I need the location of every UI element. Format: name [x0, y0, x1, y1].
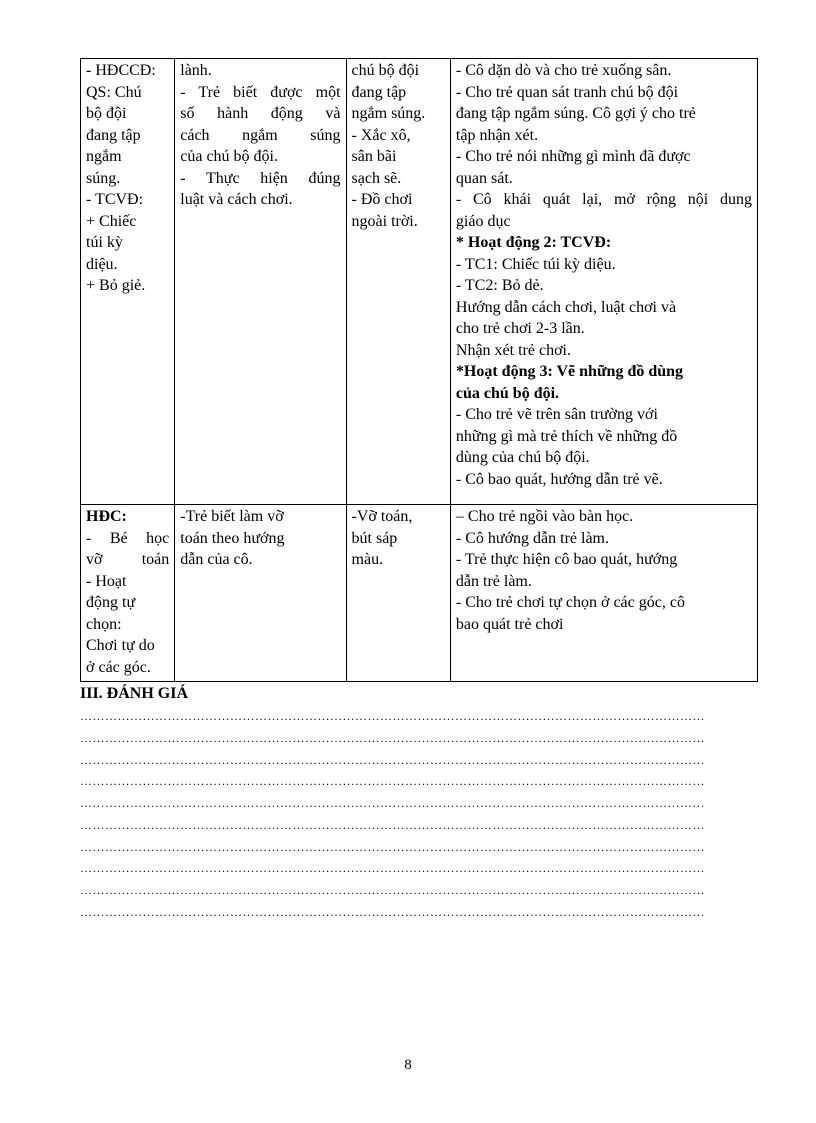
cell-line: cho trẻ chơi 2-3 lần.: [455, 320, 585, 337]
procedure-cell: [450, 59, 757, 505]
activity-cell: [81, 505, 175, 682]
page-number: 8: [404, 1057, 412, 1073]
cell-line: diệu.: [86, 255, 118, 273]
cell-line: QS: Chú: [86, 83, 142, 101]
cell-line: túi kỳ: [86, 234, 123, 251]
cell-line: luật và cách chơi.: [180, 191, 293, 208]
cell-line: - Cô dặn dò và cho trẻ xuống sân.: [455, 62, 672, 79]
cell-line: - Cô bao quát, hướng dẫn trẻ vẽ.: [455, 470, 663, 488]
cell-line: -Trẻ biết làm vỡ: [180, 508, 284, 525]
cell-line: bao quát trẻ chơi: [455, 615, 564, 633]
dotted-line: ……………………………………………………………………………………………………………………………………: [80, 840, 705, 854]
dotted-line: ……………………………………………………………………………………………………………………………………: [80, 709, 705, 723]
cell-line: dẫn của cô.: [180, 551, 253, 568]
cell-line: - Thực hiện đúng: [180, 169, 341, 187]
cell-line: màu.: [351, 551, 384, 568]
cell-line: - TC2: Bỏ dẻ.: [455, 277, 544, 294]
cell-line: Hướng dẫn cách chơi, luật chơi và: [455, 298, 677, 316]
cell-line: sân bãi: [351, 148, 397, 165]
cell-line: sạch sẽ.: [351, 169, 402, 187]
cell-line: - TC1: Chiếc túi kỳ diệu.: [455, 255, 616, 273]
cell-line: - Bé học: [86, 529, 170, 547]
cell-line: - Cho trẻ quan sát tranh chú bộ đội: [455, 83, 679, 101]
cell-line: động tự: [86, 594, 136, 611]
procedure-cell: [450, 505, 757, 682]
cell-line: số hành động và: [180, 105, 341, 122]
cell-line: vỡ toán: [86, 551, 170, 568]
dotted-line: ……………………………………………………………………………………………………………………………………: [80, 753, 705, 767]
cell-line: quan sát.: [455, 169, 513, 187]
cell-line: đang tập ngắm súng. Cô gợi ý cho trẻ: [455, 105, 696, 122]
cell-line: - Trẻ thực hiện cô bao quát, hướng: [455, 551, 678, 568]
cell-line: đang tập: [86, 126, 141, 144]
preparation-cell: [346, 59, 450, 505]
cell-line: bộ đội: [86, 105, 127, 122]
cell-line: - Đồ chơi: [351, 191, 413, 208]
cell-line: đang tập: [351, 83, 407, 101]
cell-line: ngắm súng.: [351, 105, 426, 122]
objective-cell: [175, 59, 346, 505]
cell-line: - Cô hướng dẫn trẻ làm.: [455, 529, 609, 547]
cell-line: - Cho trẻ vẽ trên sân trường với: [455, 406, 658, 423]
table-row: [81, 59, 758, 505]
cell-line: của chú bộ đội.: [180, 148, 278, 165]
cell-line: – Cho trẻ ngồi vào bàn học.: [455, 508, 634, 525]
dotted-line: ……………………………………………………………………………………………………………………………………: [80, 905, 705, 919]
table-row: [81, 505, 758, 682]
cell-line: Chơi tự do: [86, 637, 155, 654]
cell-line: Nhận xét trẻ chơi.: [455, 341, 571, 359]
cell-line: + Chiếc: [86, 212, 137, 230]
activity-heading: của chú bộ đội.: [455, 384, 560, 402]
preparation-cell: [346, 505, 450, 682]
cell-line: - Cô khái quát lại, mở rộng nội dung: [455, 191, 752, 208]
cell-line: - Xắc xô,: [351, 126, 411, 144]
dotted-line: ……………………………………………………………………………………………………………………………………: [80, 731, 705, 745]
cell-line: - Trẻ biết được một: [180, 83, 341, 101]
section-title: III. ĐÁNH GIÁ: [80, 685, 189, 702]
cell-line: cách ngắm súng: [180, 126, 341, 144]
cell-line: - HĐCCĐ:: [86, 62, 156, 79]
cell-line: súng.: [86, 169, 121, 187]
cell-line: những gì mà trẻ thích về những đồ: [455, 427, 678, 445]
cell-line: chọn:: [86, 615, 122, 633]
cell-line: chú bộ đội: [351, 62, 420, 79]
dotted-line: ……………………………………………………………………………………………………………………………………: [80, 796, 705, 810]
cell-line: ngắm: [86, 148, 122, 165]
cell-line: dùng của chú bộ đội.: [455, 449, 590, 466]
cell-line: ngoài trời.: [351, 212, 418, 230]
cell-line: giáo dục: [455, 212, 511, 230]
cell-line: - Cho trẻ nói những gì mình đã được: [455, 148, 691, 165]
activity-heading: * Hoạt động 2: TCVĐ:: [455, 234, 612, 251]
cell-line: + Bỏ giẻ.: [86, 277, 146, 294]
objective-cell: [175, 505, 346, 682]
dotted-line: ……………………………………………………………………………………………………………………………………: [80, 818, 705, 832]
cell-line: - TCVĐ:: [86, 191, 144, 208]
cell-line: - Hoạt: [86, 572, 127, 590]
cell-line: tập nhận xét.: [455, 126, 539, 144]
cell-line: toán theo hướng: [180, 529, 285, 547]
activity-table: [80, 58, 758, 682]
activity-title: HĐC:: [86, 508, 127, 525]
cell-line: bút sáp: [351, 529, 398, 547]
activity-heading: *Hoạt động 3: Vẽ những đồ dùng: [455, 363, 684, 380]
dotted-line: ……………………………………………………………………………………………………………………………………: [80, 774, 705, 788]
cell-line: -Vỡ toán,: [351, 508, 413, 525]
dotted-line: ……………………………………………………………………………………………………………………………………: [80, 883, 705, 897]
cell-line: ở các góc.: [86, 658, 151, 676]
dotted-line: ……………………………………………………………………………………………………………………………………: [80, 861, 705, 875]
cell-line: dẫn trẻ làm.: [455, 572, 532, 590]
cell-line: - Cho trẻ chơi tự chọn ở các góc, cô: [455, 594, 685, 611]
activity-cell: [81, 59, 175, 505]
cell-line: lành.: [180, 62, 212, 79]
